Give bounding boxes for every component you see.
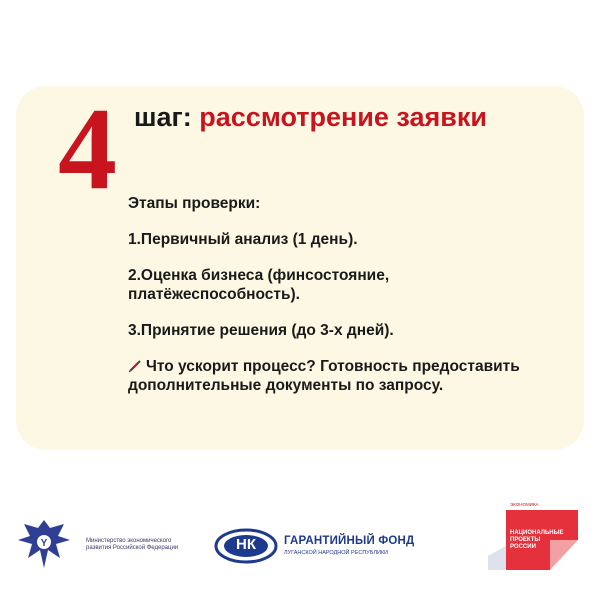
- tip-text: Что ускорит процесс? Готовность предоставить дополнительные документы по запросу.: [128, 358, 520, 394]
- step-title: [134, 101, 554, 134]
- national-projects-text: НАЦИОНАЛЬНЫЕ ПРОЕКТЫ РОССИИ: [510, 530, 564, 550]
- svg-text:Y: Y: [40, 538, 48, 549]
- step-title-prefix: шаг:: [134, 102, 192, 132]
- tip-paragraph: [128, 357, 548, 395]
- fund-name: ГАРАНТИЙНЫЙ ФОНД: [284, 535, 415, 547]
- stage-item-3: 3.Принятие решения (до 3-х дней).: [128, 322, 394, 339]
- stage-item-2: 2.Оценка бизнеса (финсостояние, платёжеспособность).: [128, 267, 390, 303]
- stage-item-1: 1.Первичный анализ (1 день).: [128, 231, 358, 248]
- guarantee-fund-logo: [214, 528, 414, 564]
- step-number: 4: [58, 83, 117, 214]
- ministry-caption: Министерство экономического развития Российской Федерации: [86, 538, 179, 551]
- footer-logos: [0, 500, 600, 590]
- stages-heading: Этапы проверки:: [128, 195, 261, 212]
- eagle-emblem-icon: [12, 514, 76, 574]
- syringe-icon: [128, 359, 142, 373]
- national-projects-logo: [488, 500, 588, 574]
- national-projects-tag: ЭКОНОМИКА: [510, 502, 539, 507]
- step-body: [128, 194, 548, 412]
- ministry-logo: [12, 514, 182, 574]
- fund-mark-text: НК: [236, 536, 256, 553]
- step-title-accent: рассмотрение заявки: [199, 102, 487, 132]
- fund-subtitle: ЛУГАНСКОЙ НАРОДНОЙ РЕСПУБЛИКИ: [284, 550, 389, 556]
